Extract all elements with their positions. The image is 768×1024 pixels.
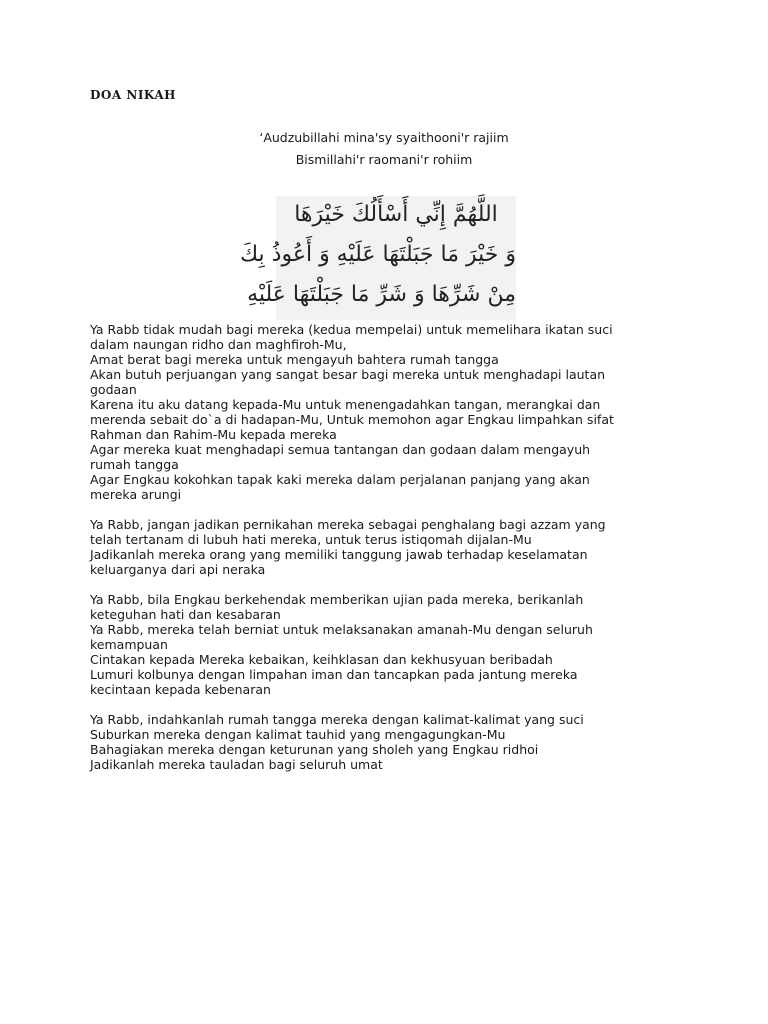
- prayer-line: Bahagiakan mereka dengan keturunan yang sholeh yang Engkau ridhoi: [90, 742, 539, 757]
- prayer-line: Agar mereka kuat menghadapi semua tantangan dan godaan dalam mengayuh: [90, 442, 591, 457]
- prayer-line: Agar Engkau kokohkan tapak kaki mereka dalam perjalanan panjang yang akan: [90, 472, 590, 487]
- prayer-line: Ya Rabb, jangan jadikan pernikahan mereka sebagai penghalang bagi azzam yang: [90, 517, 606, 532]
- prayer-paragraph: [90, 517, 690, 577]
- opening-line-taawudz: ‘Audzubillahi mina'sy syaithooni'r rajiim: [259, 130, 509, 145]
- prayer-line: mereka arungi: [90, 487, 182, 502]
- prayer-line: keluarganya dari api neraka: [90, 562, 266, 577]
- prayer-line: kemampuan: [90, 637, 168, 652]
- prayer-line: merenda sebait do`a di hadapan-Mu, Untuk memohon agar Engkau limpahkan sifat: [90, 412, 614, 427]
- prayer-paragraph: [90, 592, 690, 697]
- prayer-line: Suburkan mereka dengan kalimat tauhid yang mengagungkan-Mu: [90, 727, 506, 742]
- prayer-paragraph: [90, 712, 690, 772]
- prayer-line: Jadikanlah mereka tauladan bagi seluruh umat: [90, 757, 383, 772]
- prayer-line: Amat berat bagi mereka untuk mengayuh bahtera rumah tangga: [90, 352, 499, 367]
- prayer-line: Ya Rabb, indahkanlah rumah tangga mereka dengan kalimat-kalimat yang suci: [90, 712, 584, 727]
- prayer-line: keteguhan hati dan kesabaran: [90, 607, 281, 622]
- prayer-line: godaan: [90, 382, 137, 397]
- prayer-line: Ya Rabb, mereka telah berniat untuk melaksanakan amanah-Mu dengan seluruh: [90, 622, 593, 637]
- prayer-line: Jadikanlah mereka orang yang memiliki tanggung jawab terhadap keselamatan: [90, 547, 588, 562]
- prayer-paragraph: [90, 322, 690, 502]
- arabic-line: مِنْ شَرِّهَا وَ شَرِّ مَا جَبَلْتَهَا عَلَيْهِ: [247, 282, 516, 307]
- prayer-line: telah tertanam di lubuh hati mereka, untuk terus istiqomah dijalan-Mu: [90, 532, 532, 547]
- arabic-line: اللَّهُمَّ إِنِّي أَسْأَلُكَ خَيْرَهَا: [294, 202, 498, 227]
- document-title: DOA NIKAH: [90, 88, 177, 102]
- opening-line-basmalah: Bismillahi'r raomani'r rohiim: [295, 152, 473, 167]
- prayer-line: Karena itu aku datang kepada-Mu untuk menengadahkan tangan, merangkai dan: [90, 397, 601, 412]
- arabic-prayer-image: [240, 196, 516, 320]
- prayer-line: dalam naungan ridho dan maghfiroh-Mu,: [90, 337, 347, 352]
- prayer-line: Rahman dan Rahim-Mu kepada mereka: [90, 427, 337, 442]
- prayer-line: Cintakan kepada Mereka kebaikan, keihklasan dan kekhusyuan beribadah: [90, 652, 553, 667]
- prayer-line: Ya Rabb tidak mudah bagi mereka (kedua mempelai) untuk memelihara ikatan suci: [90, 322, 613, 337]
- prayer-line: Ya Rabb, bila Engkau berkehendak memberikan ujian pada mereka, berikanlah: [90, 592, 584, 607]
- prayer-line: rumah tangga: [90, 457, 179, 472]
- prayer-line: Lumuri kolbunya dengan limpahan iman dan tancapkan pada jantung mereka: [90, 667, 578, 682]
- prayer-line: kecintaan kepada kebenaran: [90, 682, 271, 697]
- prayer-body: [90, 322, 690, 787]
- arabic-line: وَ خَيْرَ مَا جَبَلْتَهَا عَلَيْهِ وَ أَعُوذُ بِكَ: [240, 242, 516, 267]
- prayer-line: Akan butuh perjuangan yang sangat besar bagi mereka untuk menghadapi lautan: [90, 367, 606, 382]
